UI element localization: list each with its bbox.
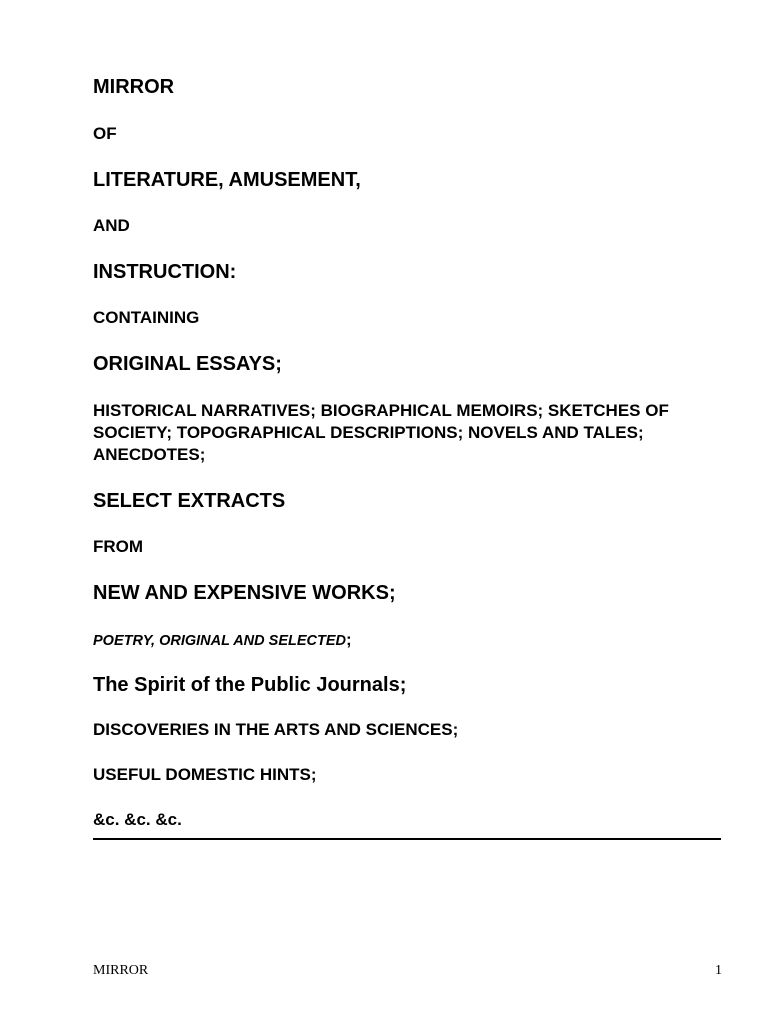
title-select-extracts: SELECT EXTRACTS <box>93 490 286 512</box>
poetry-line <box>93 630 352 650</box>
title-of: OF <box>93 124 117 143</box>
title-and: AND <box>93 216 130 235</box>
title-original-essays: ORIGINAL ESSAYS; <box>93 353 282 375</box>
title-new-expensive-works: NEW AND EXPENSIVE WORKS; <box>93 582 396 604</box>
footer-running-title: MIRROR <box>93 963 149 978</box>
title-containing: CONTAINING <box>93 308 200 327</box>
horizontal-rule <box>93 838 721 840</box>
title-literature-amusement: LITERATURE, AMUSEMENT, <box>93 169 361 191</box>
title-from: FROM <box>93 537 144 556</box>
footer-page-number: 1 <box>715 963 722 978</box>
useful-domestic-hints: USEFUL DOMESTIC HINTS; <box>93 765 317 784</box>
title-mirror: MIRROR <box>93 76 175 98</box>
discoveries-arts-sciences: DISCOVERIES IN THE ARTS AND SCIENCES; <box>93 720 459 739</box>
poetry-text: POETRY, ORIGINAL AND SELECTED <box>93 633 346 649</box>
title-instruction: INSTRUCTION: <box>93 261 237 283</box>
contents-narratives-paragraph: HISTORICAL NARRATIVES; BIOGRAPHICAL MEMOIRS; SKETCHES OF SOCIETY; TOPOGRAPHICAL DESCRIPTIONS; NOVELS AND TALES; ANECDOTES; <box>93 401 669 464</box>
spirit-public-journals: The Spirit of the Public Journals; <box>93 674 407 696</box>
et-cetera: &c. &c. &c. <box>93 810 182 829</box>
poetry-semicolon: ; <box>346 630 352 649</box>
